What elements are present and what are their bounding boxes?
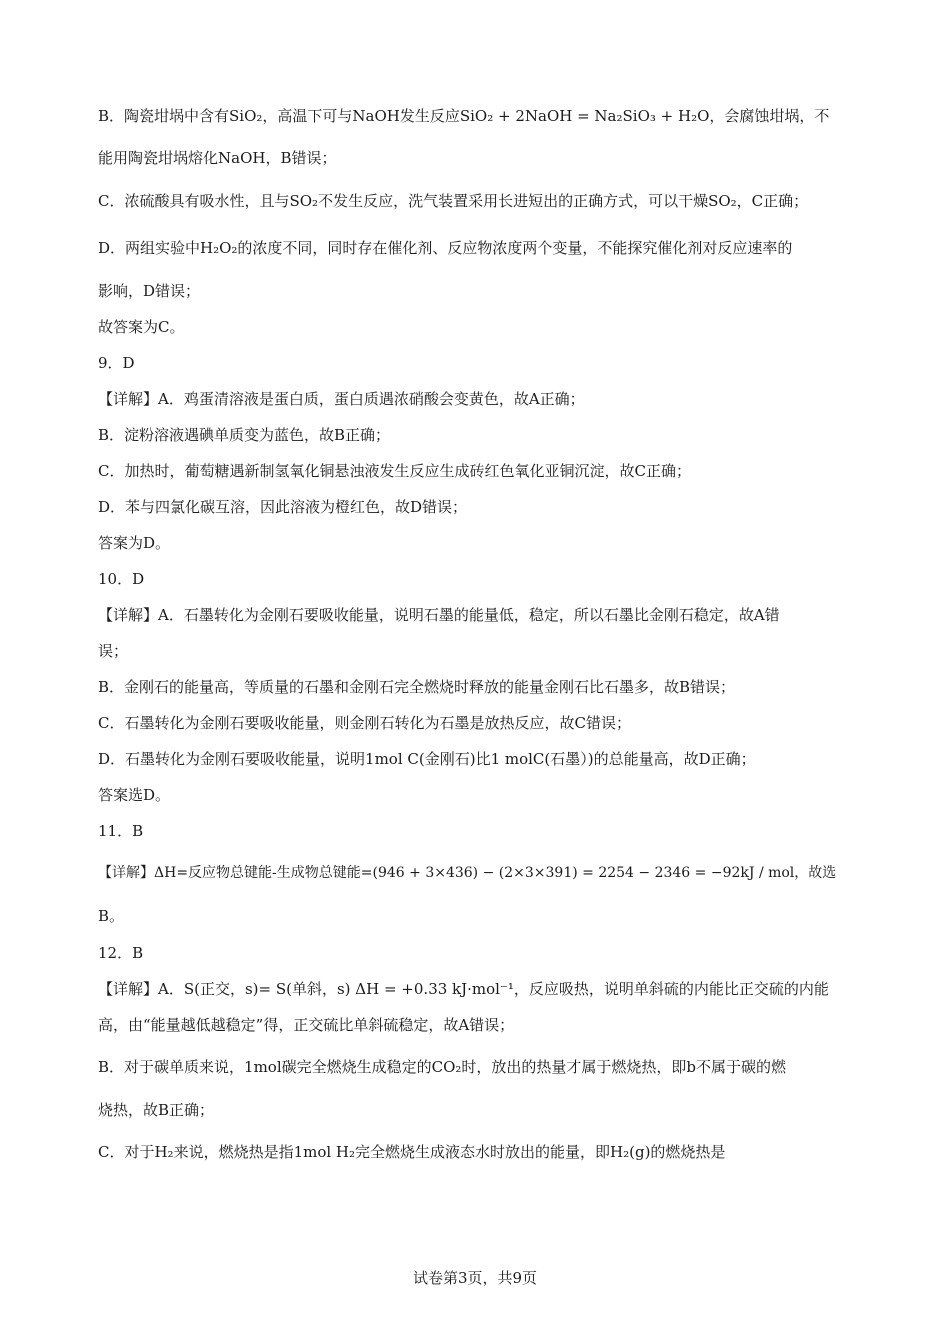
question-number: 12．B [98,944,144,962]
text-line: 答案选D。 [98,786,171,804]
text-line: C．浓硫酸具有吸水性，且与SO₂不发生反应，洗气装置采用长进短出的正确方式，可以干燥SO₂，C正确； [98,192,809,210]
text-line: 答案为D。 [98,534,171,552]
text-line: 【详解】ΔH=反应物总键能-生成物总键能=(946 + 3×436) − (2×3×391) = 2254 − 2346 = −92kJ / mol，故选 [98,865,837,881]
question-number: 9．D [98,354,135,372]
text-line: 烧热，故B正确； [98,1101,215,1119]
text-line: B。 [98,907,125,925]
text-line: B．对于碳单质来说，1mol碳完全燃烧生成稳定的CO₂时，放出的热量才属于燃烧热，即b不属于碳的燃 [98,1058,787,1076]
text-line: 能用陶瓷坩埚熔化NaOH，B错误； [98,149,337,167]
text-line: 【详解】A．鸡蛋清溶液是蛋白质，蛋白质遇浓硝酸会变黄色，故A正确； [98,390,585,408]
question-number: 11．B [98,822,144,840]
question-number: 10．D [98,570,145,588]
text-line: C．石墨转化为金刚石要吸收能量，则金刚石转化为石墨是放热反应，故C错误； [98,714,631,732]
text-line: C．对于H₂来说，燃烧热是指1mol H₂完全燃烧生成液态水时放出的能量，即H₂(g)的燃烧热是 [98,1143,726,1161]
text-line: D．苯与四氯化碳互溶，因此溶液为橙红色，故D错误； [98,498,468,516]
text-line: D．两组实验中H₂O₂的浓度不同，同时存在催化剂、反应物浓度两个变量，不能探究催化剂对反应速率的 [98,239,793,257]
text-line: B．淀粉溶液遇碘单质变为蓝色，故B正确； [98,426,391,444]
text-line: C．加热时，葡萄糖遇新制氢氧化铜悬浊液发生反应生成砖红色氧化亚铜沉淀，故C正确； [98,462,691,480]
text-line: 故答案为C。 [98,318,185,336]
text-line: D．石墨转化为金刚石要吸收能量，说明1mol C(金刚石)比1 molC(石墨）)的总能量高，故D正确； [98,750,756,768]
text-line: B．金刚石的能量高，等质量的石墨和金刚石完全燃烧时释放的能量金刚石比石墨多，故B错误； [98,678,736,696]
text-line: 【详解】A．石墨转化为金刚石要吸收能量，说明石墨的能量低，稳定，所以石墨比金刚石稳定，故A错 [98,606,780,624]
text-line: 高，由“能量越低越稳定”得，正交硫比单斜硫稳定，故A错误； [98,1016,515,1034]
text-line: 影响，D错误； [98,282,201,300]
page-footer: 试卷第3页，共9页 [412,1269,538,1287]
text-line: 误； [98,642,129,660]
text-line: B．陶瓷坩埚中含有SiO₂，高温下可与NaOH发生反应SiO₂ + 2NaOH = Na₂SiO₃ + H₂O，会腐蚀坩埚，不 [98,107,830,125]
text-line: 【详解】A．S(正交，s)= S(单斜，s) ΔH = +0.33 kJ·mol⁻¹，反应吸热，说明单斜硫的内能比正交硫的内能 [98,980,829,998]
